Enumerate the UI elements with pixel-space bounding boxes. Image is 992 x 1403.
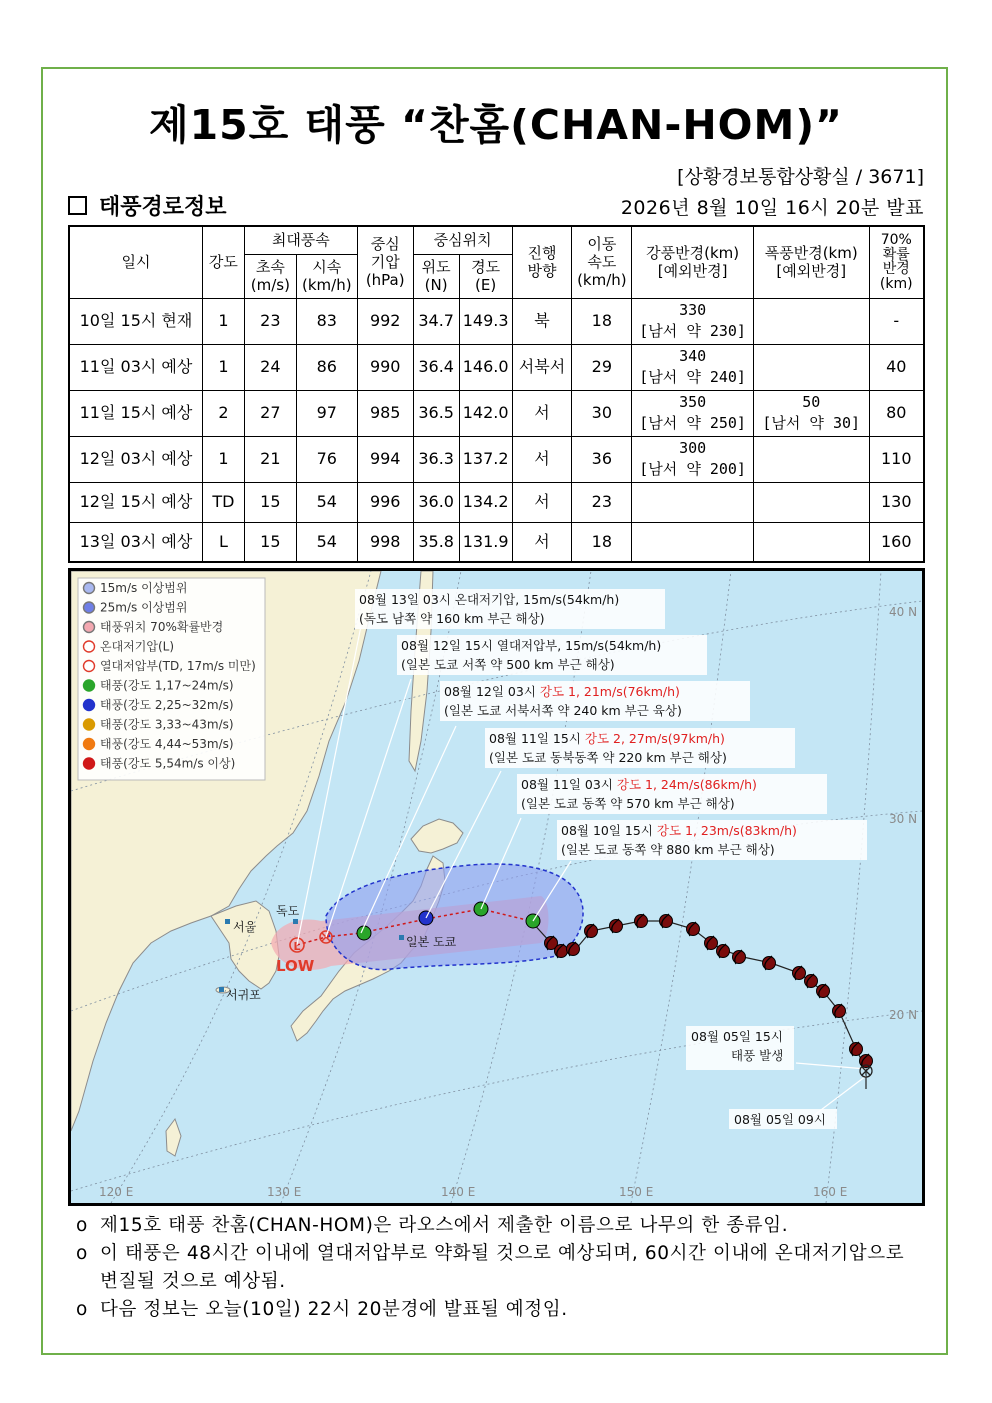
cell-wind-ms: 15 <box>244 522 296 562</box>
hokkaido <box>411 819 463 853</box>
cell-intensity: TD <box>202 482 244 522</box>
cell-direction: 서 <box>512 522 572 562</box>
callout-line1: 08월 12일 03시 강도 1, 21m/s(76km/h) <box>444 684 680 699</box>
cell-datetime: 12일 15시 예상 <box>69 482 202 522</box>
callout-line2: (일본 도쿄 서북서쪽 약 240 km 부근 육상) <box>444 703 682 718</box>
callout-line1: 08월 13일 03시 온대저기압, 15m/s(54km/h) <box>359 592 620 607</box>
td-symbol-icon <box>84 661 95 672</box>
cell-direction: 서 <box>512 482 572 522</box>
callout-line1: 08월 11일 15시 강도 2, 27m/s(97km/h) <box>489 731 725 746</box>
callout-line2: (독도 남쪽 약 160 km 부근 해상) <box>359 611 545 626</box>
callouts <box>355 589 867 860</box>
header-storm-radius: 폭풍반경(km) [예외반경] <box>753 226 869 298</box>
tokyo-label: 일본 도쿄 <box>406 935 457 949</box>
table-row <box>69 390 924 436</box>
callout-line1: 08월 11일 03시 강도 1, 24m/s(86km/h) <box>521 777 757 792</box>
cell-storm-radius <box>753 344 869 390</box>
cell-lat: 36.5 <box>413 390 459 436</box>
section-heading <box>68 190 227 221</box>
cell-wind-kmh: 83 <box>296 298 357 344</box>
cell-strong-radius: 350 [남서 약 250] <box>632 390 754 436</box>
cell-prob: 40 <box>869 344 924 390</box>
cell-direction: 북 <box>512 298 572 344</box>
cell-pressure: 998 <box>357 522 413 562</box>
cell-datetime: 11일 03시 예상 <box>69 344 202 390</box>
map-svg <box>71 571 922 1203</box>
low-label: LOW <box>276 957 315 975</box>
legend-label: 태풍(강도 4,44~53m/s) <box>100 737 234 751</box>
table-row <box>69 482 924 522</box>
cell-strong-radius <box>632 482 754 522</box>
callout-line2: (일본 도쿄 서쪽 약 500 km 부근 해상) <box>401 657 615 672</box>
cell-pressure: 992 <box>357 298 413 344</box>
notes <box>76 1212 926 1324</box>
taiwan-ryukyu <box>166 1119 181 1156</box>
cell-lon: 137.2 <box>459 436 512 482</box>
cell-wind-ms: 24 <box>244 344 296 390</box>
circle-blue-icon <box>84 602 95 613</box>
svg-text:20 N: 20 N <box>889 1008 918 1022</box>
table-row <box>69 298 924 344</box>
cell-wind-kmh: 54 <box>296 482 357 522</box>
callout-line1: 08월 10일 15시 강도 1, 23m/s(83km/h) <box>561 823 797 838</box>
typhoon-track-map <box>68 568 925 1206</box>
cell-pressure: 990 <box>357 344 413 390</box>
cell-intensity: 1 <box>202 344 244 390</box>
cell-direction: 서 <box>512 436 572 482</box>
department-label: [상황경보통합상황실 / 3671] <box>677 166 924 188</box>
svg-text:150 E: 150 E <box>619 1185 654 1199</box>
cell-lat: 35.8 <box>413 522 459 562</box>
issued-time: 2026년 8월 10일 16시 20분 발표 <box>620 197 924 219</box>
cell-pressure: 985 <box>357 390 413 436</box>
low-symbol-icon <box>84 641 95 652</box>
header-speed: 이동 속도 (km/h) <box>572 226 632 298</box>
page-title: 제15호 태풍 “찬홈(CHAN-HOM)” <box>148 101 844 149</box>
seoul-label: 서울 <box>233 920 257 934</box>
circle-light-blue-icon <box>84 583 95 594</box>
genesis-text: 태풍 발생 <box>731 1048 784 1063</box>
cell-strong-radius: 340 [남서 약 240] <box>632 344 754 390</box>
typhoon-3-icon <box>84 719 95 730</box>
checkbox-square-icon <box>68 196 87 215</box>
note-3: o 다음 정보는 오늘(10일) 22시 20분경에 발표될 예정임. <box>76 1299 568 1320</box>
origin-time: 08월 05일 09시 <box>734 1112 826 1127</box>
header-datetime: 일시 <box>69 226 202 298</box>
cell-datetime: 10일 15시 현재 <box>69 298 202 344</box>
cell-wind-ms: 21 <box>244 436 296 482</box>
cell-storm-radius <box>753 482 869 522</box>
typhoon-4-icon <box>84 739 95 750</box>
typhoon-5-icon <box>84 758 95 769</box>
cell-direction: 서 <box>512 390 572 436</box>
header-lat: 위도 (N) <box>413 254 459 298</box>
svg-text:120 E: 120 E <box>99 1185 134 1199</box>
typhoon-track-table <box>68 225 925 563</box>
cell-strong-radius <box>632 522 754 562</box>
header-direction: 진행 방향 <box>512 226 572 298</box>
cell-direction: 서북서 <box>512 344 572 390</box>
cell-datetime: 11일 15시 예상 <box>69 390 202 436</box>
callout-line1: 08월 12일 15시 열대저압부, 15m/s(54km/h) <box>401 638 662 653</box>
section-title: 태풍경로정보 <box>99 195 227 220</box>
cell-speed: 30 <box>572 390 632 436</box>
header-intensity: 강도 <box>202 226 244 298</box>
table-row <box>69 522 924 562</box>
cell-speed: 36 <box>572 436 632 482</box>
note-1: o 제15호 태풍 찬홈(CHAN-HOM)은 라오스에서 제출한 이름으로 나무의 한 종류임. <box>76 1215 789 1236</box>
table-row <box>69 436 924 482</box>
wind15-area <box>326 864 583 970</box>
cell-prob: 110 <box>869 436 924 482</box>
header-pressure: 중심 기압 (hPa) <box>357 226 413 298</box>
legend-label: 열대저압부(TD, 17m/s 미만) <box>100 659 256 673</box>
cell-wind-kmh: 76 <box>296 436 357 482</box>
cell-prob: - <box>869 298 924 344</box>
cell-speed: 29 <box>572 344 632 390</box>
legend-label: 태풍위치 70%확률반경 <box>100 620 224 634</box>
genesis-time: 08월 05일 15시 <box>691 1029 783 1044</box>
svg-text:160 E: 160 E <box>813 1185 848 1199</box>
cell-wind-ms: 15 <box>244 482 296 522</box>
table-row <box>69 344 924 390</box>
genesis-labels <box>686 1026 872 1129</box>
cell-lat: 34.7 <box>413 298 459 344</box>
cell-storm-radius: 50 [남서 약 30] <box>753 390 869 436</box>
cell-speed: 23 <box>572 482 632 522</box>
svg-text:30 N: 30 N <box>889 812 918 826</box>
header-lon: 경도 (E) <box>459 254 512 298</box>
header-wind-kmh: 시속 (km/h) <box>296 254 357 298</box>
cell-lon: 131.9 <box>459 522 512 562</box>
cell-wind-kmh: 97 <box>296 390 357 436</box>
legend-label: 태풍(강도 3,33~43m/s) <box>100 717 234 732</box>
callout-line2: (일본 도쿄 동쪽 약 880 km 부근 해상) <box>561 842 775 857</box>
callout-line2: (일본 도쿄 동북동쪽 약 220 km 부근 해상) <box>489 750 727 765</box>
header-center: 중심위치 <box>413 226 512 254</box>
cell-lon: 134.2 <box>459 482 512 522</box>
cell-wind-kmh: 86 <box>296 344 357 390</box>
cell-intensity: 2 <box>202 390 244 436</box>
cell-lat: 36.4 <box>413 344 459 390</box>
legend-label: 태풍(강도 2,25~32m/s) <box>100 698 234 712</box>
cell-prob: 130 <box>869 482 924 522</box>
cell-lat: 36.0 <box>413 482 459 522</box>
cell-wind-ms: 23 <box>244 298 296 344</box>
legend-label: 25m/s 이상범위 <box>100 600 188 615</box>
svg-text:40 N: 40 N <box>889 605 918 619</box>
cell-prob: 160 <box>869 522 924 562</box>
legend-label: 15m/s 이상범위 <box>100 581 188 595</box>
cell-lon: 149.3 <box>459 298 512 344</box>
cell-intensity: L <box>202 522 244 562</box>
map-legend <box>78 578 265 780</box>
legend-label: 온대저기압(L) <box>100 639 175 654</box>
cell-lon: 146.0 <box>459 344 512 390</box>
dokdo-label: 독도 <box>276 904 300 918</box>
cell-speed: 18 <box>572 298 632 344</box>
cell-storm-radius <box>753 436 869 482</box>
cell-datetime: 13일 03시 예상 <box>69 522 202 562</box>
svg-text:L: L <box>293 940 301 953</box>
cell-prob: 80 <box>869 390 924 436</box>
cell-pressure: 994 <box>357 436 413 482</box>
header-prob-radius: 70% 확률 반경 (km) <box>869 226 924 298</box>
header-max-wind: 최대풍속 <box>244 226 357 254</box>
circle-pink-icon <box>84 622 95 633</box>
cell-lon: 142.0 <box>459 390 512 436</box>
typhoon-1-icon <box>84 680 95 691</box>
cell-intensity: 1 <box>202 298 244 344</box>
cell-speed: 18 <box>572 522 632 562</box>
header-strong-radius: 강풍반경(km) [예외반경] <box>632 226 754 298</box>
note-2: o 이 태풍은 48시간 이내에 열대저압부로 약화될 것으로 예상되며, 60시간 이내에 온대저기압으로 변질될 것으로 예상됨. <box>76 1243 905 1292</box>
cell-strong-radius: 330 [남서 약 230] <box>632 298 754 344</box>
cell-storm-radius <box>753 298 869 344</box>
cell-wind-ms: 27 <box>244 390 296 436</box>
cell-wind-kmh: 54 <box>296 522 357 562</box>
cell-pressure: 996 <box>357 482 413 522</box>
forecast-marker-12d15 <box>357 926 371 940</box>
callout-line2: (일본 도쿄 동쪽 약 570 km 부근 해상) <box>521 796 735 811</box>
cell-intensity: 1 <box>202 436 244 482</box>
cell-datetime: 12일 03시 예상 <box>69 436 202 482</box>
cell-strong-radius: 300 [남서 약 200] <box>632 436 754 482</box>
svg-text:140 E: 140 E <box>441 1185 476 1199</box>
legend-label: 태풍(강도 5,54m/s 이상) <box>100 756 236 771</box>
svg-text:130 E: 130 E <box>267 1185 302 1199</box>
cell-storm-radius <box>753 522 869 562</box>
header-wind-ms: 초속 (m/s) <box>244 254 296 298</box>
legend-label: 태풍(강도 1,17~24m/s) <box>100 678 234 693</box>
cell-lat: 36.3 <box>413 436 459 482</box>
typhoon-2-icon <box>84 700 95 711</box>
seogwipo-label: 서귀포 <box>226 988 261 1002</box>
